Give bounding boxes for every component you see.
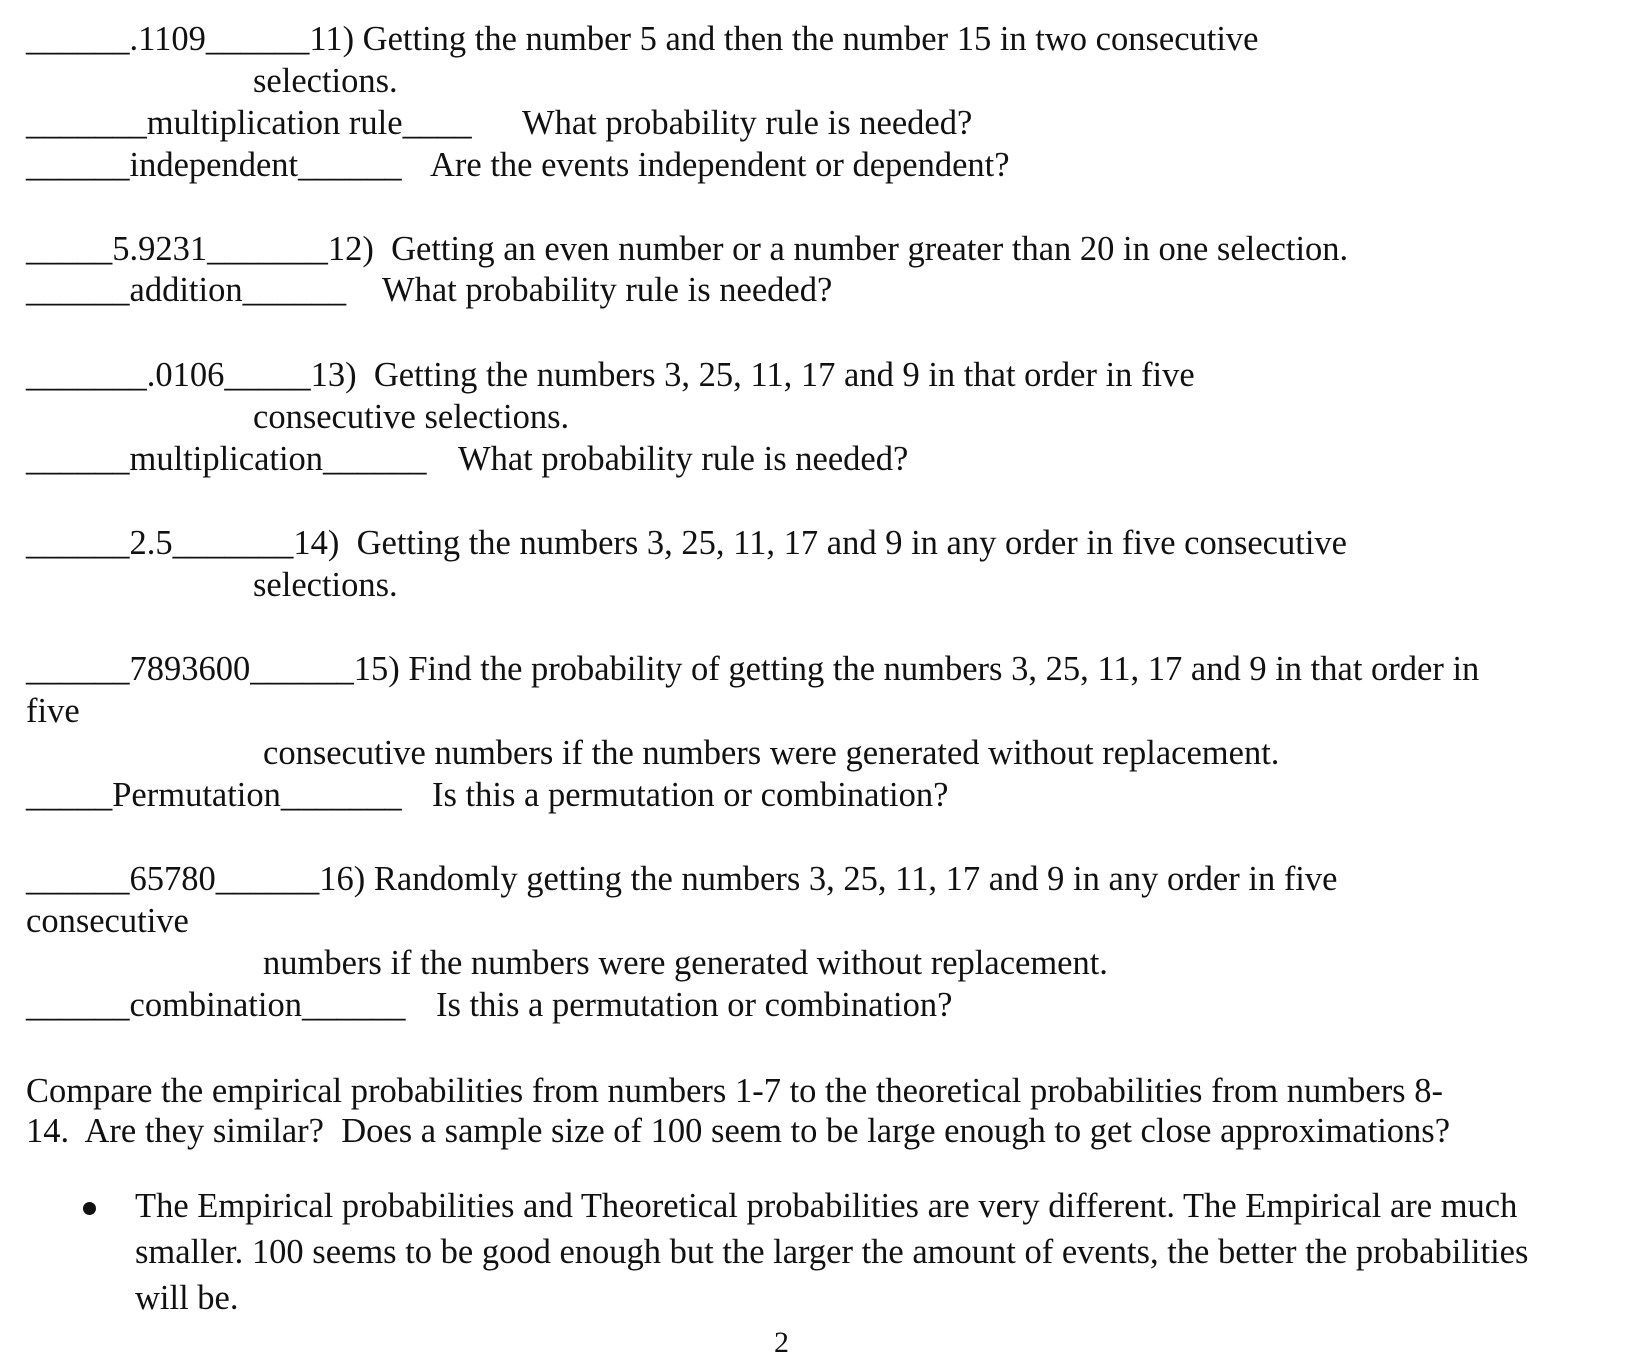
- q11-rule-answer: _______multiplication rule____: [26, 104, 472, 142]
- compare-question-line-2: 14. Are they similar? Does a sample size of 100 seem to be large enough to get close approximations?: [26, 1112, 1451, 1150]
- q16-type-answer: ______combination______: [26, 986, 406, 1024]
- q15-wrap: five: [26, 692, 80, 730]
- q14-answer-line: ______2.5_______14) Getting the numbers 3, 25, 11, 17 and 9 in any order in five consecutive: [26, 524, 1347, 562]
- q13-rule-answer: ______multiplication______: [26, 440, 427, 478]
- q15-type-question: Is this a permutation or combination?: [432, 776, 949, 814]
- q15-answer-line: ______7893600______15) Find the probability of getting the numbers 3, 25, 11, 17 and 9 in that order in: [26, 650, 1480, 688]
- bullet-icon: [83, 1202, 96, 1215]
- q15-type-answer: _____Permutation_______: [26, 776, 402, 814]
- page-number: 2: [774, 1326, 789, 1359]
- q11-continuation: selections.: [253, 62, 398, 100]
- q16-wrap: consecutive: [26, 902, 189, 940]
- q13-answer-line: _______.0106_____13) Getting the numbers 3, 25, 11, 17 and 9 in that order in five: [26, 356, 1195, 394]
- q16-type-question: Is this a permutation or combination?: [436, 986, 953, 1024]
- compare-question-line-1: Compare the empirical probabilities from numbers 1-7 to the theoretical probabilities from numbers 8-: [26, 1072, 1443, 1110]
- q13-continuation: consecutive selections.: [253, 398, 570, 436]
- q11-answer-line: ______.1109______11) Getting the number 5 and then the number 15 in two consecutive: [26, 20, 1259, 58]
- q15-continuation: consecutive numbers if the numbers were generated without replacement.: [263, 734, 1280, 772]
- q13-rule-question: What probability rule is needed?: [458, 440, 909, 478]
- q12-answer-line: _____5.9231_______12) Getting an even number or a number greater than 20 in one selection.: [26, 230, 1349, 268]
- q12-rule-answer: ______addition______: [26, 271, 347, 309]
- q14-continuation: selections.: [253, 566, 398, 604]
- q16-continuation: numbers if the numbers were generated without replacement.: [263, 944, 1108, 982]
- answer-paragraph: The Empirical probabilities and Theoretical probabilities are very different. The Empirical are much smaller. 100 seems to be good enough but the larger the amount of events, the better the probabilities will be.: [135, 1187, 1529, 1317]
- q11-independence-answer: ______independent______: [26, 146, 402, 184]
- q16-answer-line: ______65780______16) Randomly getting the numbers 3, 25, 11, 17 and 9 in any order in five: [26, 860, 1338, 898]
- q12-rule-question: What probability rule is needed?: [382, 271, 833, 309]
- q11-independence-question: Are the events independent or dependent?: [430, 146, 1010, 184]
- q11-rule-question: What probability rule is needed?: [522, 104, 973, 142]
